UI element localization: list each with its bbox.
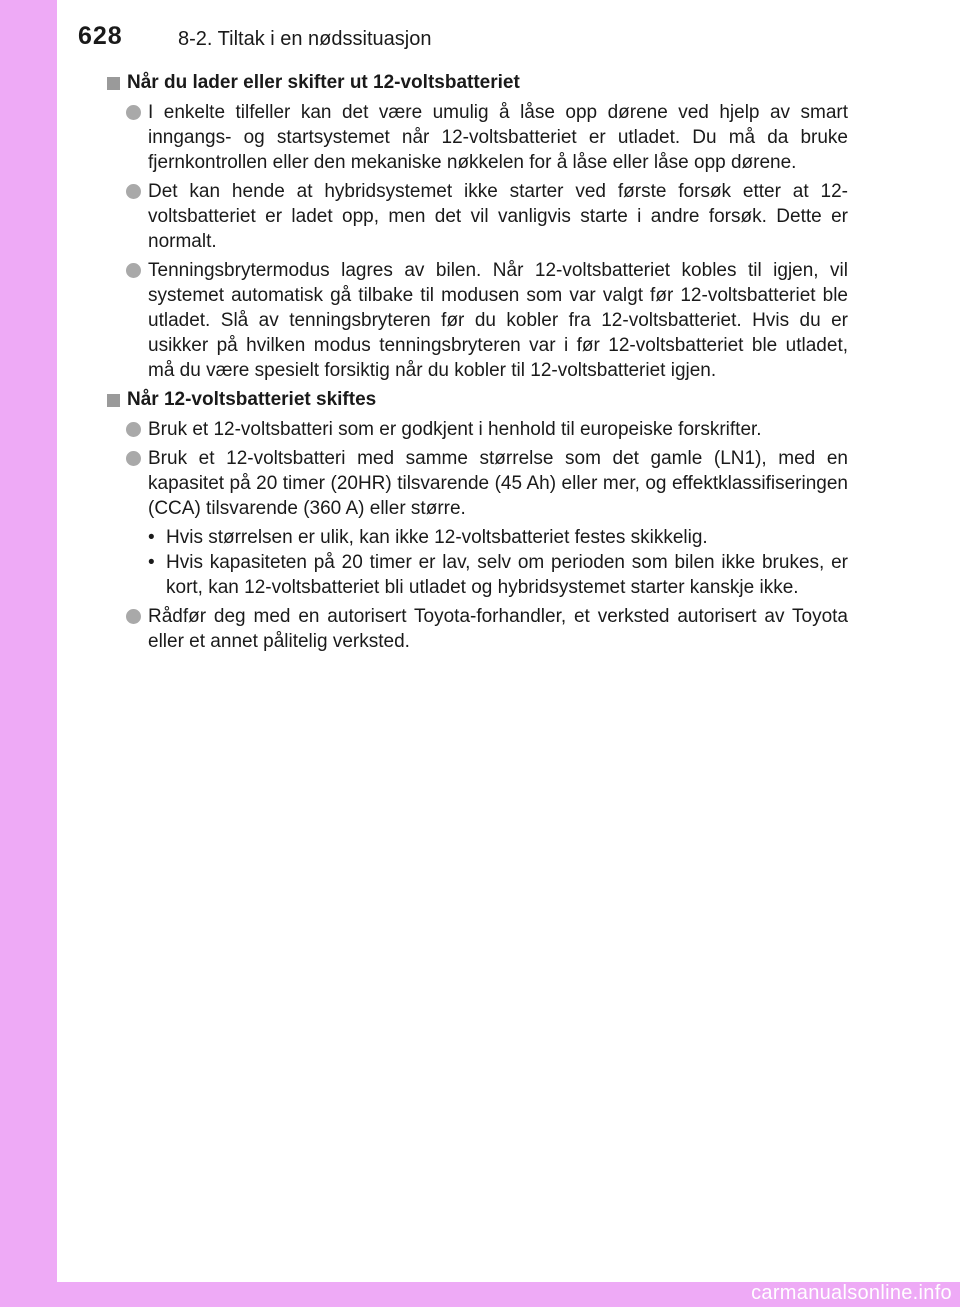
page-number: 628 [78, 22, 123, 50]
bullet-item [105, 179, 848, 254]
bullet-item [105, 100, 848, 175]
round-bullet-icon [126, 105, 141, 120]
round-bullet-icon [126, 609, 141, 624]
watermark-text: carmanualsonline.info [751, 1282, 952, 1304]
heading-charging-battery [105, 70, 848, 95]
bullet-item [105, 604, 848, 654]
bullet-item [105, 446, 848, 521]
round-bullet-icon [126, 184, 141, 199]
bullet-text: Bruk et 12-voltsbatteri med samme størrelse som det gamle (LN1), med en kapasitet på 20 timer (20HR) tilsvarende (45 Ah) eller mer, og effektklassifiseringen (CCA) tilsvarende (360 A) eller større. [148, 448, 848, 519]
bullet-text: Bruk et 12-voltsbatteri som er godkjent i henhold til europeiske forskrifter. [148, 419, 762, 440]
heading-replacing-battery [105, 387, 848, 412]
side-color-strip [0, 0, 57, 1307]
bullet-text: Det kan hende at hybridsystemet ikke starter ved første forsøk etter at 12-voltsbatteriet er ladet opp, men det vil vanligvis starte i andre forsøk. Dette er normalt. [148, 181, 848, 252]
bullet-item [105, 417, 848, 442]
manual-content [105, 70, 848, 658]
heading-text: Når du lader eller skifter ut 12-voltsbatteriet [127, 72, 520, 93]
bullet-text: Tenningsbrytermodus lagres av bilen. Når 12-voltsbatteriet kobles til igjen, vil systemet automatisk gå tilbake til modusen som var valgt før 12-voltsbatteriet ble utladet. Slå av tenningsbryteren før du kobler fra 12-voltsbatteriet. Hvis du er usikker på hvilken modus tenningsbryteren var i før 12-voltsbatteriet ble utladet, må du være spesielt forsiktig når du kobler til 12-voltsbatteriet igjen. [148, 260, 848, 381]
bullet-text: I enkelte tilfeller kan det være umulig å låse opp dørene ved hjelp av smart inngangs- og startsystemet når 12-voltsbatteriet er utladet. Du må da bruke fjernkontrollen eller den mekaniske nøkkelen for å låse eller låse opp dørene. [148, 102, 848, 173]
heading-text: Når 12-voltsbatteriet skiftes [127, 389, 377, 410]
sub-list-item [105, 525, 848, 550]
square-bullet-icon [107, 394, 120, 407]
bullet-text: Rådfør deg med en autorisert Toyota-forhandler, et verksted autorisert av Toyota eller et annet pålitelig verksted. [148, 606, 848, 652]
square-bullet-icon [107, 77, 120, 90]
sub-item-text: Hvis størrelsen er ulik, kan ikke 12-voltsbatteriet festes skikkelig. [166, 527, 708, 548]
sub-list [105, 525, 848, 600]
sub-item-text: Hvis kapasiteten på 20 timer er lav, selv om perioden som bilen ikke brukes, er kort, kan 12-voltsbatteriet bli utladet og hybridsystemet starter kanskje ikke. [166, 552, 848, 598]
sub-list-item [105, 550, 848, 600]
sub-bullet-mark: • [148, 527, 155, 548]
round-bullet-icon [126, 422, 141, 437]
bullet-item [105, 258, 848, 383]
section-title: 8-2. Tiltak i en nødssituasjon [178, 28, 432, 50]
sub-bullet-mark: • [148, 552, 155, 573]
round-bullet-icon [126, 263, 141, 278]
round-bullet-icon [126, 451, 141, 466]
